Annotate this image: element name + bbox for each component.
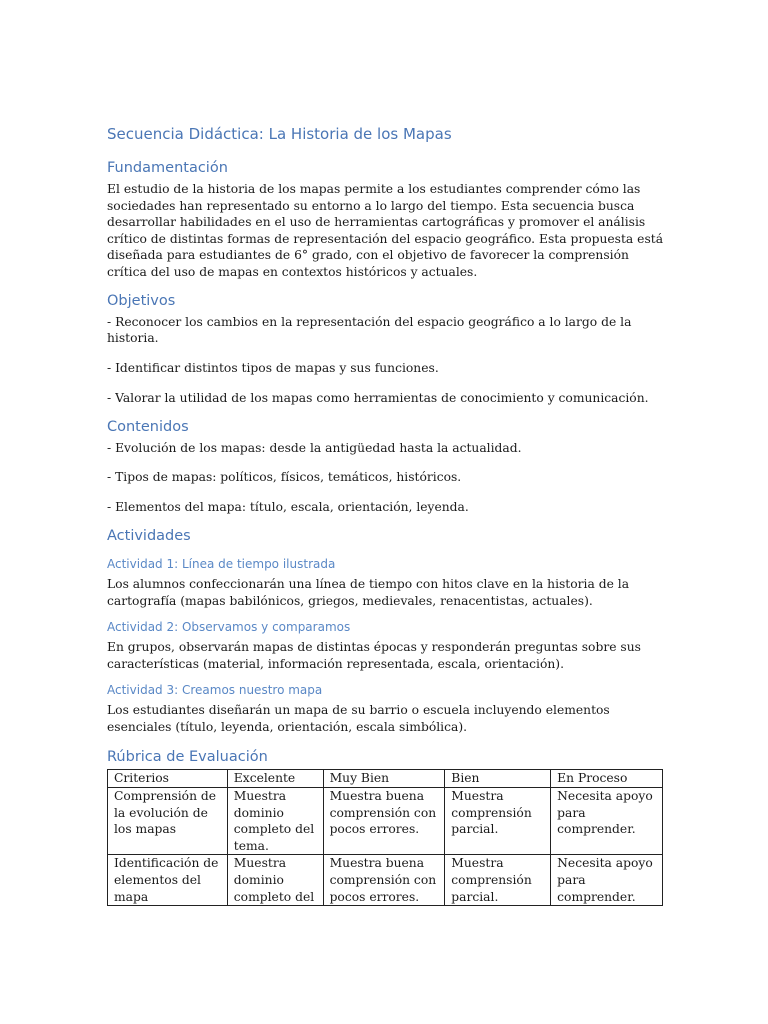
table-row <box>108 855 663 906</box>
section-heading-rubrica: Rúbrica de Evaluación <box>107 749 268 766</box>
section-heading-fundamentacion: Fundamentación <box>107 160 228 176</box>
table-cell: Muestra comprensión parcial. <box>445 855 551 906</box>
contenidos-list <box>107 440 667 516</box>
table-header-cell: Excelente <box>227 770 323 788</box>
table-cell: Muestra buena comprensión con pocos errores. <box>323 855 445 906</box>
table-cell: Muestra buena comprensión con pocos errores. <box>323 788 445 855</box>
table-cell: Identificación de elementos del mapa <box>108 855 228 906</box>
section-heading-actividades: Actividades <box>107 527 191 544</box>
table-header-cell: Criterios <box>108 770 228 788</box>
table-cell: Necesita apoyo para comprender. <box>551 788 663 855</box>
rubrica-table <box>107 769 663 906</box>
table-cell: Necesita apoyo para comprender. <box>551 855 663 906</box>
table-cell: Muestra dominio completo del tema. <box>227 788 323 855</box>
contenido-item: - Elementos del mapa: título, escala, orientación, leyenda. <box>107 500 469 515</box>
contenido-item: - Evolución de los mapas: desde la antigüedad hasta la actualidad. <box>107 440 522 455</box>
actividad-2-text: En grupos, observarán mapas de distintas épocas y responderán preguntas sobre sus características (material, información representada, escala, orientación). <box>107 640 641 671</box>
objetivo-item: - Identificar distintos tipos de mapas y sus funciones. <box>107 361 439 376</box>
document-title: Secuencia Didáctica: La Historia de los Mapas <box>107 125 452 143</box>
objetivo-item: - Valorar la utilidad de los mapas como herramientas de conocimiento y comunicación. <box>107 390 649 405</box>
table-cell: Muestra comprensión parcial. <box>445 788 551 855</box>
actividad-1-text: Los alumnos confeccionarán una línea de tiempo con hitos clave en la historia de la cartografía (mapas babilónicos, griegos, medievales, renacentistas, actuales). <box>107 576 630 608</box>
table-cell: Muestra dominio completo del <box>227 855 323 906</box>
document-content <box>107 124 667 906</box>
section-heading-objetivos: Objetivos <box>107 292 176 309</box>
table-row <box>108 788 663 855</box>
table-header-row <box>108 770 663 788</box>
contenido-item: - Tipos de mapas: políticos, físicos, temáticos, históricos. <box>107 470 462 485</box>
table-cell: Comprensión de la evolución de los mapas <box>108 788 228 855</box>
table-header-cell: Bien <box>445 770 551 788</box>
actividad-2-title: Actividad 2: Observamos y comparamos <box>107 620 351 635</box>
fundamentacion-text: El estudio de la historia de los mapas permite a los estudiantes comprender cómo las sociedades han representado su entorno a lo largo del tiempo. Esta secuencia busca desarrollar habilidades en el uso de herramientas cartográficas y promover el análisis crítico de distintas formas de representación del espacio geográfico. Esta propuesta está diseñada para estudiantes de 6° grado, con el objetivo de favorecer la comprensión crítica del uso de mapas en contextos históricos y actuales. <box>107 182 664 279</box>
table-header-cell: En Proceso <box>551 770 663 788</box>
objetivo-item: - Reconocer los cambios en la representación del espacio geográfico a lo largo de la historia. <box>107 314 632 346</box>
actividad-3-text: Los estudiantes diseñarán un mapa de su barrio o escuela incluyendo elementos esenciales (título, leyenda, orientación, escala simbólica). <box>107 703 610 734</box>
actividad-3-title: Actividad 3: Creamos nuestro mapa <box>107 683 323 698</box>
section-heading-contenidos: Contenidos <box>107 418 189 435</box>
table-header-cell: Muy Bien <box>323 770 445 788</box>
objetivos-list <box>107 314 667 407</box>
actividad-1-title: Actividad 1: Línea de tiempo ilustrada <box>107 556 336 571</box>
